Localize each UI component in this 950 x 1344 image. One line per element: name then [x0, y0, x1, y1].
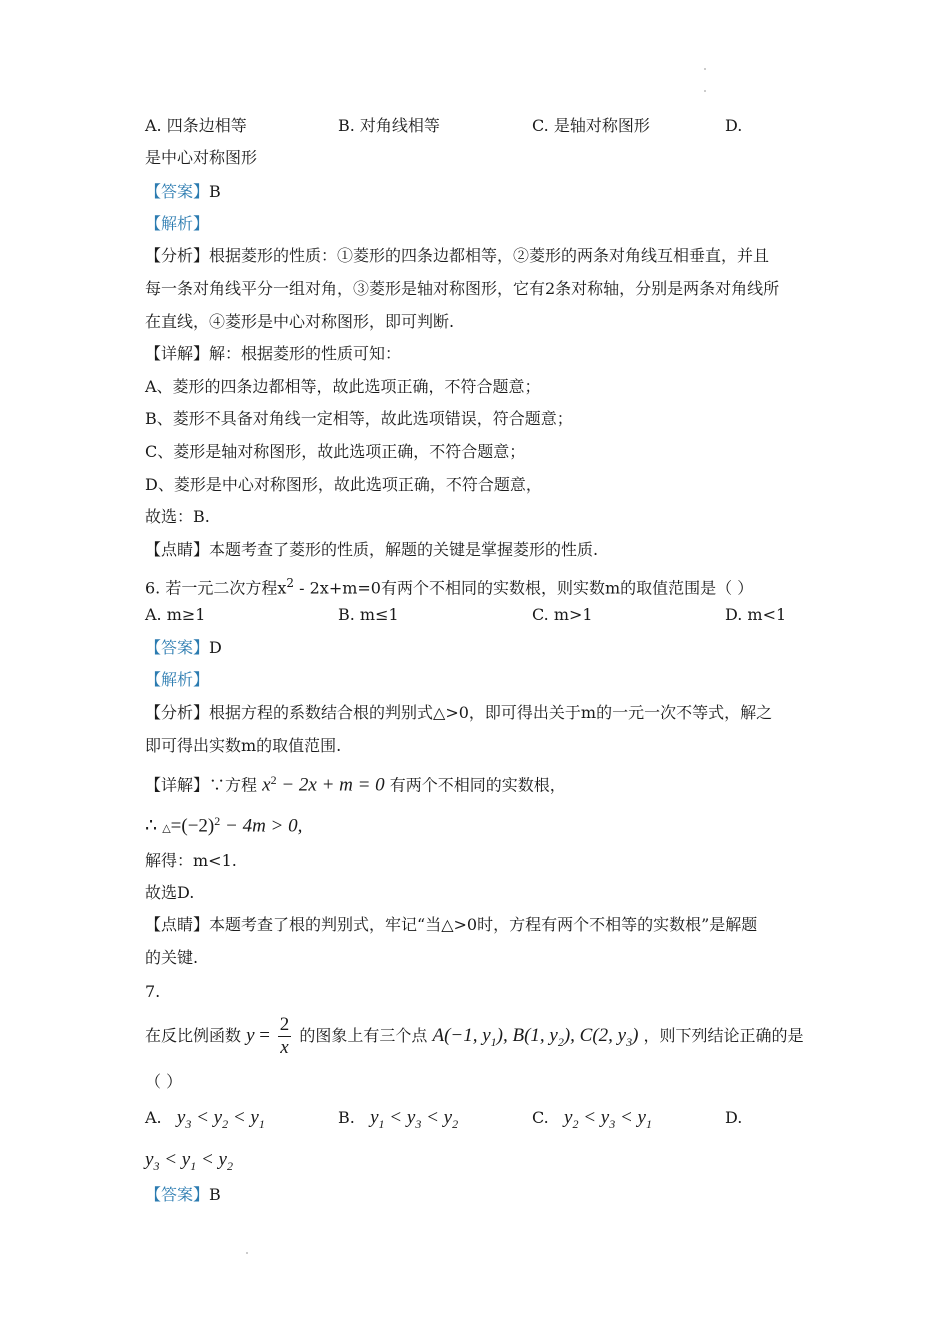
q6-analysis-tag: 【解析】: [145, 670, 210, 689]
equation-rest: − 2x + m = 0: [276, 774, 385, 796]
q7-answer: [145, 1184, 221, 1206]
inequality: =(−2): [170, 815, 215, 837]
fenxi-text: 根据方程的系数结合根的判别式△>0，即可得出关于m的一元一次不等式，解之: [209, 703, 773, 722]
answer-tag: 【答案】: [145, 1185, 210, 1204]
xiangjie-post: 有两个不相同的实数根，: [389, 775, 566, 795]
q6-dianjing-1: [145, 914, 757, 936]
q5-answer: [145, 181, 221, 203]
function-y: y: [246, 1025, 255, 1046]
q6-option-b: B. m≤1: [338, 605, 399, 624]
delta-symbol: △: [162, 821, 171, 835]
q5-detail-b: B、菱形不具备对角线一定相等，故此选项错误，符合题意；: [145, 409, 573, 428]
dianjing-text: 本题考查了根的判别式，牢记“当△>0时，方程有两个不相等的实数根”是解题: [209, 915, 758, 934]
q5-option-c: C. 是轴对称图形: [532, 116, 650, 135]
q7-paren: （ ）: [145, 1072, 183, 1091]
q5-option-d: D.: [725, 116, 743, 135]
xiangjie-tag: 【详解】: [145, 344, 210, 363]
q5-fenxi-3: 在直线，④菱形是中心对称图形，即可判断.: [145, 312, 455, 331]
q6-delta-line: [145, 810, 302, 839]
inequality-sup: 2: [214, 814, 221, 828]
therefore-symbol: ∴: [145, 815, 158, 837]
answer-tag: 【答案】: [145, 638, 210, 657]
inequality-rest: − 4m > 0,: [220, 815, 303, 837]
option-label: C.: [532, 1108, 549, 1127]
q7-stem-pre: 在反比例函数: [145, 1026, 242, 1045]
function-equals: =: [254, 1025, 275, 1046]
q6-option-d: D. m<1: [725, 605, 787, 624]
q6-fenxi-1: [145, 702, 772, 724]
q6-stem-sup: 2: [286, 576, 295, 590]
page-mark: [246, 1252, 248, 1254]
q7-option-a: [145, 1107, 265, 1135]
answer-value: B: [209, 182, 221, 201]
q6-stem: [145, 572, 753, 599]
dianjing-tag: 【点睛】: [145, 915, 210, 934]
q7-number: 7.: [145, 982, 161, 1001]
fenxi-tag: 【分析】: [145, 703, 210, 722]
option-label: A.: [145, 1108, 162, 1127]
xiangjie-pre: ∵方程: [209, 775, 258, 795]
fraction-denominator: x: [280, 1037, 289, 1058]
equation-sup: 2: [270, 773, 277, 787]
equation-x: x: [262, 774, 271, 796]
page-mark: [704, 90, 706, 92]
xiangjie-tag: 【详解】: [145, 775, 210, 795]
q6-choose: 故选D.: [145, 883, 195, 902]
q5-option-b: B. 对角线相等: [338, 116, 440, 135]
q7-stem: [145, 1013, 804, 1065]
option-label: B.: [338, 1108, 355, 1127]
fenxi-tag: 【分析】: [145, 246, 210, 265]
q7-option-c: [532, 1107, 652, 1135]
q5-option-a: A. 四条边相等: [145, 116, 247, 135]
q5-fenxi-1: [145, 245, 769, 267]
option-value: $y_2 < y_3 < y_1$: [564, 1107, 652, 1131]
fraction-numerator: 2: [279, 1014, 290, 1035]
q5-xiangjie: [145, 343, 401, 365]
dianjing-text: 本题考查了菱形的性质，解题的关键是掌握菱形的性质.: [209, 540, 599, 559]
answer-tag: 【答案】: [145, 182, 210, 201]
option-value: $y_3 < y_2 < y_1$: [176, 1107, 265, 1131]
q5-option-d-text: 是中心对称图形: [145, 148, 258, 167]
q5-detail-a: A、菱形的四条边都相等，故此选项正确，不符合题意；: [145, 377, 541, 396]
point-list: A(−1, $y_1$), B(1, $y_2$), C(2, $y_3$): [432, 1025, 639, 1049]
option-value: $y_3 < y_1 < y_2$: [145, 1149, 233, 1173]
page-mark: [704, 68, 706, 70]
dianjing-tag: 【点睛】: [145, 540, 210, 559]
q6-xiangjie: [145, 769, 566, 796]
q5-dianjing: [145, 539, 598, 561]
fenxi-text: 根据菱形的性质：①菱形的四条边都相等，②菱形的两条对角线互相垂直，并且: [209, 246, 770, 265]
q5-choose: 故选：B.: [145, 507, 210, 526]
function-fraction: [278, 1014, 292, 1059]
q5-analysis-tag: 【解析】: [145, 214, 210, 233]
q5-detail-c: C、菱形是轴对称图形，故此选项正确，不符合题意；: [145, 442, 526, 461]
option-value: $y_1 < y_3 < y_2$: [370, 1107, 459, 1131]
q5-fenxi-2: 每一条对角线平分一组对角，③菱形是轴对称图形，它有2条对称轴，分别是两条对角线所: [145, 279, 780, 298]
q6-option-a: A. m≥1: [145, 605, 206, 624]
q7-option-d-value: [145, 1149, 233, 1177]
q6-option-c: C. m>1: [532, 605, 593, 624]
q7-option-b: [338, 1107, 458, 1135]
q6-fenxi-2: 即可得出实数m的取值范围.: [145, 736, 342, 755]
answer-value: D: [209, 638, 222, 657]
q7-stem-post: ，则下列结论正确的是: [643, 1026, 804, 1045]
answer-value: B: [209, 1185, 221, 1204]
q7-option-d: D.: [725, 1108, 743, 1127]
q6-answer: [145, 637, 222, 659]
q6-stem-b: - 2x+m=0有两个不相同的实数根，则实数m的取值范围是（ ）: [294, 578, 754, 598]
q5-detail-d: D、菱形是中心对称图形，故此选项正确，不符合题意，: [145, 475, 542, 494]
q6-solve: 解得：m<1.: [145, 851, 237, 870]
q6-stem-a: 6. 若一元二次方程x: [145, 578, 287, 598]
q7-stem-mid: 的图象上有三个点: [299, 1026, 428, 1045]
xiangjie-text: 解：根据菱形的性质可知：: [209, 344, 402, 363]
q6-dianjing-2: 的关键.: [145, 948, 199, 967]
